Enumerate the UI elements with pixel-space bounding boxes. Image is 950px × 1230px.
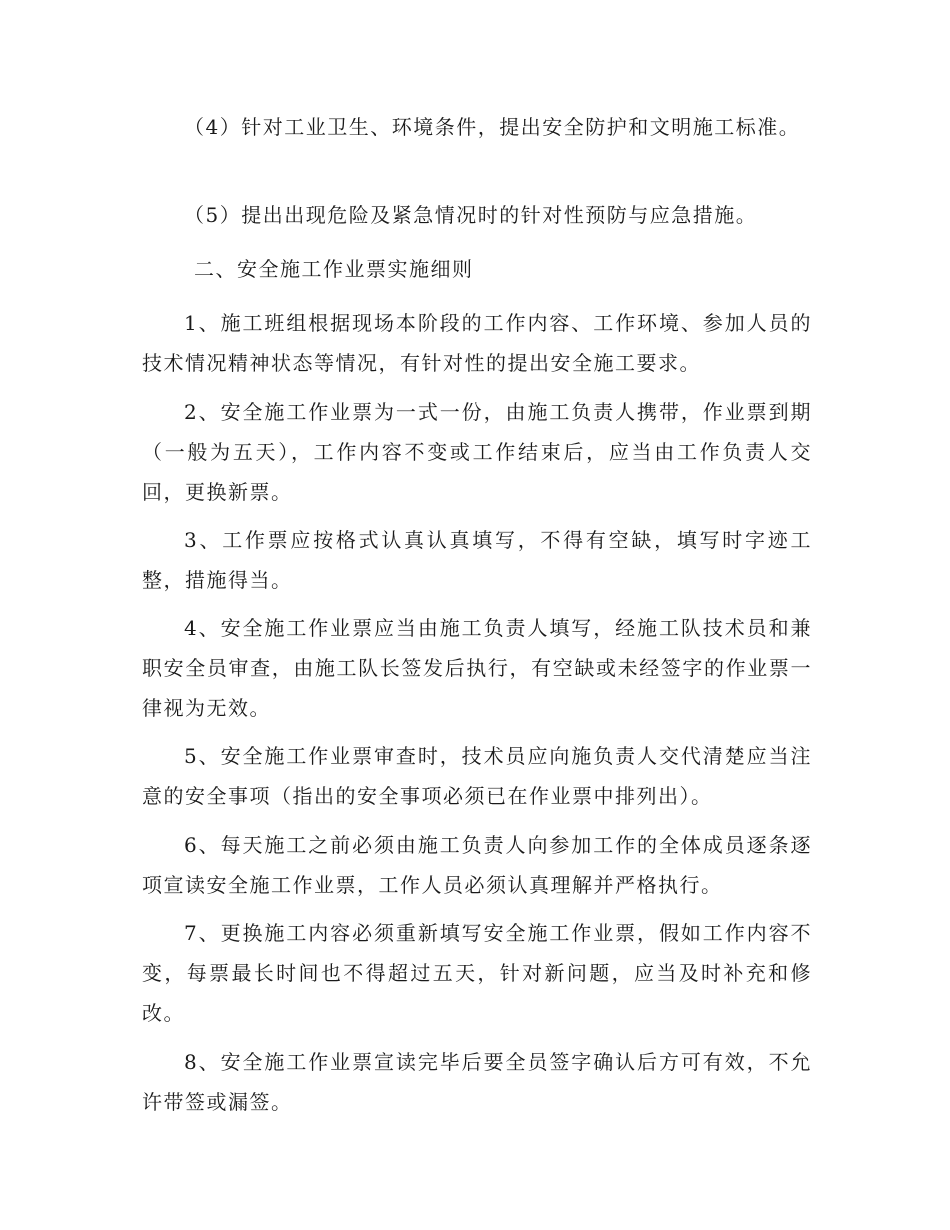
paragraph: 8、安全施工作业票宣读完毕后要全员签字确认后方可有效，不允许带签或漏签。 <box>142 1050 812 1114</box>
rule-8-block <box>142 1042 812 1122</box>
paragraph: 3、工作票应按格式认真认真填写，不得有空缺，填写时字迹工整，措施得当。 <box>142 528 812 592</box>
paragraph: 7、更换施工内容必须重新填写安全施工作业票，假如工作内容不变，每票最长时间也不得超过五天，针对新问题，应当及时补充和修改。 <box>142 921 812 1025</box>
rule-3-block <box>142 520 812 600</box>
rule-6-block <box>142 825 812 905</box>
section-heading: 二、安全施工作业票实施细则 <box>194 257 474 281</box>
paragraph: （4）针对工业卫生、环境条件，提出安全防护和文明施工标准。 <box>184 115 801 139</box>
paragraph: （5）提出出现危险及紧急情况时的针对性预防与应急措施。 <box>184 203 758 227</box>
paragraph: 2、安全施工作业票为一式一份，由施工负责人携带，作业票到期（一般为五天），工作内容不变或工作结束后，应当由工作负责人交回，更换新票。 <box>142 400 812 504</box>
paragraph: 6、每天施工之前必须由施工负责人向参加工作的全体成员逐条逐项宣读安全施工作业票，工作人员必须认真理解并严格执行。 <box>142 833 812 897</box>
paragraph: 4、安全施工作业票应当由施工负责人填写，经施工队技术员和兼职安全员审查，由施工队长签发后执行，有空缺或未经签字的作业票一律视为无效。 <box>142 616 812 720</box>
rule-1-block <box>142 303 812 383</box>
paragraph-item-4 <box>142 107 812 147</box>
rule-7-block <box>142 913 812 1033</box>
rule-5-block <box>142 736 812 816</box>
rule-2-block <box>142 392 812 512</box>
paragraph-item-5 <box>142 195 812 235</box>
paragraph: 1、施工班组根据现场本阶段的工作内容、工作环境、参加人员的技术情况精神状态等情况，有针对性的提出安全施工要求。 <box>142 311 812 375</box>
section-heading-block <box>142 249 812 289</box>
rule-4-block <box>142 608 812 728</box>
paragraph: 5、安全施工作业票审查时，技术员应向施负责人交代清楚应当注意的安全事项（指出的安全事项必须已在作业票中排列出）。 <box>142 744 812 808</box>
